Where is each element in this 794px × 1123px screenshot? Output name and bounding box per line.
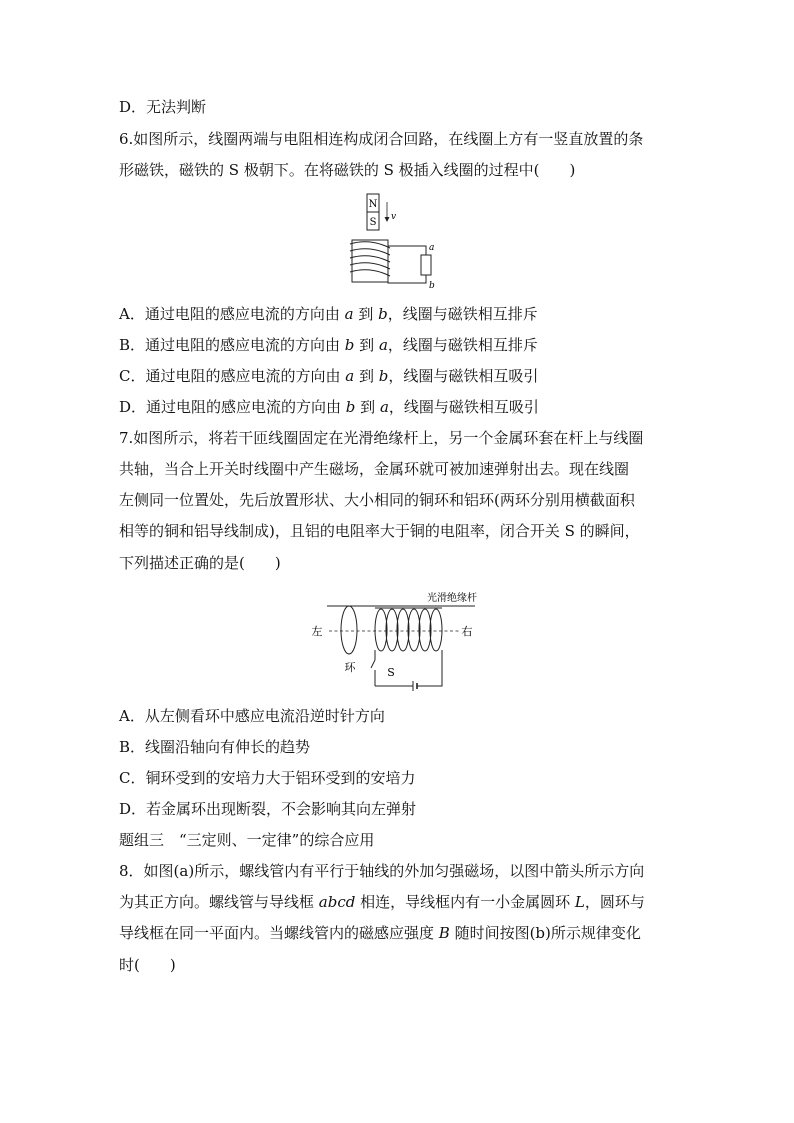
q7-option-b: B．线圈沿轴向有伸长的趋势 bbox=[119, 738, 311, 756]
q6-option-a: A．通过电阻的感应电流的方向由 a 到 b，线圈与磁铁相互排斥 bbox=[119, 305, 538, 323]
ring-label: 环 bbox=[344, 661, 356, 674]
q7-stem-2: 共轴，当合上开关时线圈中产生磁场，金属环就可被加速弹射出去。现在线圈 bbox=[119, 460, 630, 478]
q7-option-a: A．从左侧看环中感应电流沿逆时针方向 bbox=[119, 707, 385, 725]
metal-ring bbox=[341, 606, 357, 654]
q7-stem-4: 相等的铜和铝导线制成)，且铝的电阻率大于铜的电阻率，闭合开关 S 的瞬间， bbox=[119, 522, 640, 540]
velocity-label: v bbox=[391, 212, 397, 222]
terminal-b-label: b bbox=[429, 281, 435, 290]
group-three-heading: 题组三 “三定则、一定律”的综合应用 bbox=[119, 831, 375, 849]
resistor bbox=[421, 255, 431, 275]
switch-label: S bbox=[387, 666, 395, 679]
magnet-coil-figure bbox=[340, 190, 450, 290]
q7-option-d: D．若金属环出现断裂，不会影响其向左弹射 bbox=[119, 800, 417, 818]
left-label: 左 bbox=[311, 625, 323, 638]
magnet-n-label: N bbox=[368, 199, 378, 210]
right-label: 右 bbox=[461, 625, 473, 638]
switch bbox=[371, 660, 375, 668]
q6-option-c: C．通过电阻的感应电流的方向由 a 到 b，线圈与磁铁相互吸引 bbox=[119, 367, 539, 385]
q7-stem-1: 7.如图所示，将若干匝线圈固定在光滑绝缘杆上，另一个金属环套在杆上与线圈 bbox=[119, 429, 644, 447]
terminal-a-label: a bbox=[429, 243, 435, 253]
q6-stem-2: 形磁铁，磁铁的 S 极朝下。在将磁铁的 S 极插入线圈的过程中( ) bbox=[119, 161, 576, 179]
q7-stem-3: 左侧同一位置处，先后放置形状、大小相同的铜环和铝环(两环分别用横截面积 bbox=[119, 491, 635, 509]
q6-option-d: D．通过电阻的感应电流的方向由 b 到 a，线圈与磁铁相互吸引 bbox=[119, 398, 539, 416]
option-d-q5: D．无法判断 bbox=[119, 98, 207, 116]
q8-stem-1: 8．如图(a)所示，螺线管内有平行于轴线的外加匀强磁场，以图中箭头所示方向 bbox=[119, 862, 645, 880]
coil-loops bbox=[375, 609, 442, 651]
q8-stem-3: 导线框在同一平面内。当螺线管内的磁感应强度 B 随时间按图(b)所示规律变化 bbox=[119, 924, 641, 942]
coil-turns bbox=[350, 242, 390, 276]
q6-option-b: B．通过电阻的感应电流的方向由 b 到 a，线圈与磁铁相互排斥 bbox=[119, 336, 538, 354]
q8-stem-2: 为其正方向。螺线管与导线框 abcd 相连，导线框内有一小金属圆环 L，圆环与 bbox=[119, 893, 645, 911]
rod-label: 光滑绝缘杆 bbox=[427, 593, 477, 604]
q6-stem-1: 6.如图所示，线圈两端与电阻相连构成闭合回路，在线圈上方有一竖直放置的条 bbox=[119, 130, 644, 148]
q7-option-c: C．铜环受到的安培力大于铝环受到的安培力 bbox=[119, 769, 416, 787]
q7-stem-5: 下列描述正确的是( ) bbox=[119, 554, 281, 572]
magnet-s-label: S bbox=[369, 217, 377, 228]
q8-stem-4: 时( ) bbox=[119, 956, 176, 974]
rod-coil-figure bbox=[305, 588, 490, 693]
coil-core bbox=[352, 240, 388, 282]
